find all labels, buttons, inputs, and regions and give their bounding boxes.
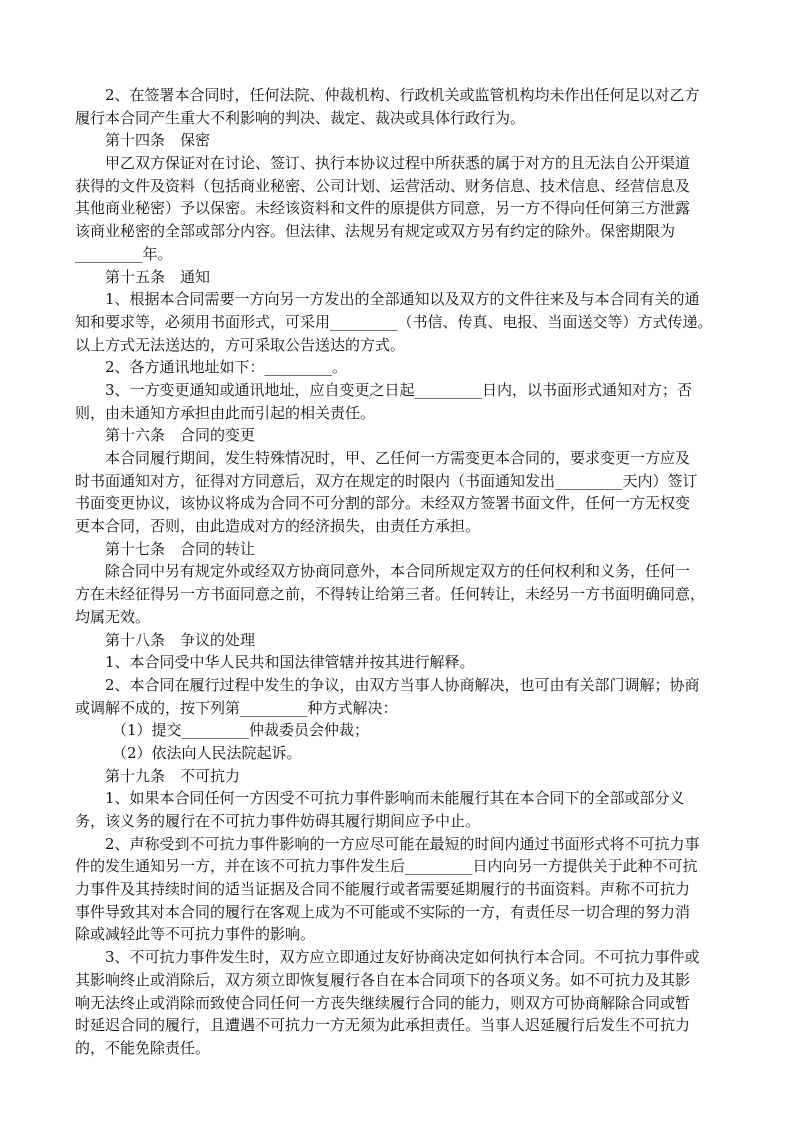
text-line: 3、一方变更通知或通讯地址，应自变更之日起_________日内，以书面形式通知对方；否 — [105, 380, 693, 399]
text-line: 力事件及其持续时间的适当证据及合同不能履行或者需要延期履行的书面资料。声称不可抗力 — [75, 880, 691, 899]
section-heading: 第十九条 不可抗力 — [105, 766, 241, 785]
text-line: （2）依法向人民法院起诉。 — [112, 743, 302, 762]
text-line: 除合同中另有规定外或经双方协商同意外，本合同所规定双方的任何权利和义务，任何一 — [105, 562, 691, 581]
text-line: 2、本合同在履行过程中发生的争议，由双方当事人协商解决，也可由有关部门调解；协商 — [105, 675, 700, 694]
section-heading: 第十八条 争议的处理 — [105, 630, 256, 649]
section-heading: 第十七条 合同的转让 — [105, 539, 256, 558]
text-line: 事件导致其对本合同的履行在客观上成为不可能或不实际的一方，有责任尽一切合理的努力消 — [75, 902, 691, 921]
text-line: （1）提交_________仲裁委员会仲裁； — [112, 721, 370, 740]
text-line: 更本合同，否则，由此造成对方的经济损失，由责任方承担。 — [75, 517, 481, 536]
text-line: 以上方式无法送达的，方可采取公告送达的方式。 — [75, 335, 406, 354]
text-line: 时书面通知对方，征得对方同意后，双方在规定的时限内（书面通知发出_________天内）签订 — [75, 471, 698, 490]
text-line: 方在未经征得另一方书面同意之前，不得转让给第三者。任何转让，未经另一方书面明确同意， — [75, 585, 706, 604]
text-line: 其影响终止或消除后，双方须立即恢复履行各自在本合同项下的各项义务。如不可抗力及其影 — [75, 970, 691, 989]
text-line: 履行本合同产生重大不利影响的判决、裁定、裁决或具体行政行为。 — [75, 108, 526, 127]
contract-page — [75, 84, 732, 1060]
section-heading: 第十五条 通知 — [105, 267, 211, 286]
text-line: 务，该义务的履行在不可抗力事件妨碍其履行期间应予中止。 — [75, 812, 481, 830]
text-line: 其他商业秘密）予以保密。未经该资料和文件的原提供方同意，另一方不得向任何第三方泄露 — [75, 199, 691, 218]
text-line: 除或减轻此等不可抗力事件的影响。 — [75, 925, 316, 944]
text-line: 时延迟合同的履行，且遭遇不可抗力一方无须为此承担责任。当事人迟延履行后发生不可抗力 — [75, 1016, 691, 1035]
text-line: 知和要求等，必须用书面形式，可采用_________（书信、传真、电报、当面送交等）方式传递。 — [75, 312, 713, 331]
text-line: 1、如果本合同任何一方因受不可抗力事件影响而未能履行其在本合同下的全部或部分义 — [105, 789, 685, 808]
text-line: 1、根据本合同需要一方向另一方发出的全部通知以及双方的文件往来及与本合同有关的通 — [105, 290, 700, 309]
text-line: 或调解不成的，按下列第_________种方式解决： — [75, 698, 398, 717]
text-line: 2、在签署本合同时，任何法院、仲裁机构、行政机关或监管机构均未作出任何足以对乙方 — [105, 86, 700, 104]
text-line: 则，由未通知方承担由此而引起的相关责任。 — [75, 403, 376, 422]
text-line: 2、各方通讯地址如下：_________。 — [105, 358, 348, 377]
text-line: 本合同履行期间，发生特殊情况时，甲、乙任何一方需变更本合同的，要求变更一方应及 — [105, 449, 691, 467]
text-line: 的，不能免除责任。 — [75, 1038, 211, 1057]
text-line: 2、声称受到不可抗力事件影响的一方应尽可能在最短的时间内通过书面形式将不可抗力事 — [105, 834, 700, 853]
text-line: 甲乙双方保证对在讨论、签订、执行本协议过程中所获悉的属于对方的且无法自公开渠道 — [105, 154, 691, 173]
text-line: 响无法终止或消除而致使合同任何一方丧失继续履行合同的能力，则双方可协商解除合同或暂 — [75, 993, 691, 1012]
text-line: 件的发生通知另一方，并在该不可抗力事件发生后_________日内向另一方提供关于此种不可抗 — [75, 857, 698, 876]
text-line: 均属无效。 — [75, 607, 151, 626]
section-heading: 第十四条 保密 — [105, 131, 211, 150]
text-line: 书面变更协议，该协议将成为合同不可分割的部分。未经双方签署书面文件，任何一方无权变 — [75, 494, 691, 513]
text-line: 获得的文件及资料（包括商业秘密、公司计划、运营活动、财务信息、技术信息、经营信息及 — [75, 176, 691, 195]
text-line: 3、不可抗力事件发生时，双方应立即通过友好协商决定如何执行本合同。不可抗力事件或 — [105, 948, 700, 967]
text-line: 1、本合同受中华人民共和国法律管辖并按其进行解释。 — [105, 653, 475, 672]
section-heading: 第十六条 合同的变更 — [105, 426, 256, 445]
text-line: _________年。 — [75, 244, 173, 263]
text-line: 该商业秘密的全部或部分内容。但法律、法规另有规定或双方另有约定的除外。保密期限为 — [75, 222, 676, 241]
